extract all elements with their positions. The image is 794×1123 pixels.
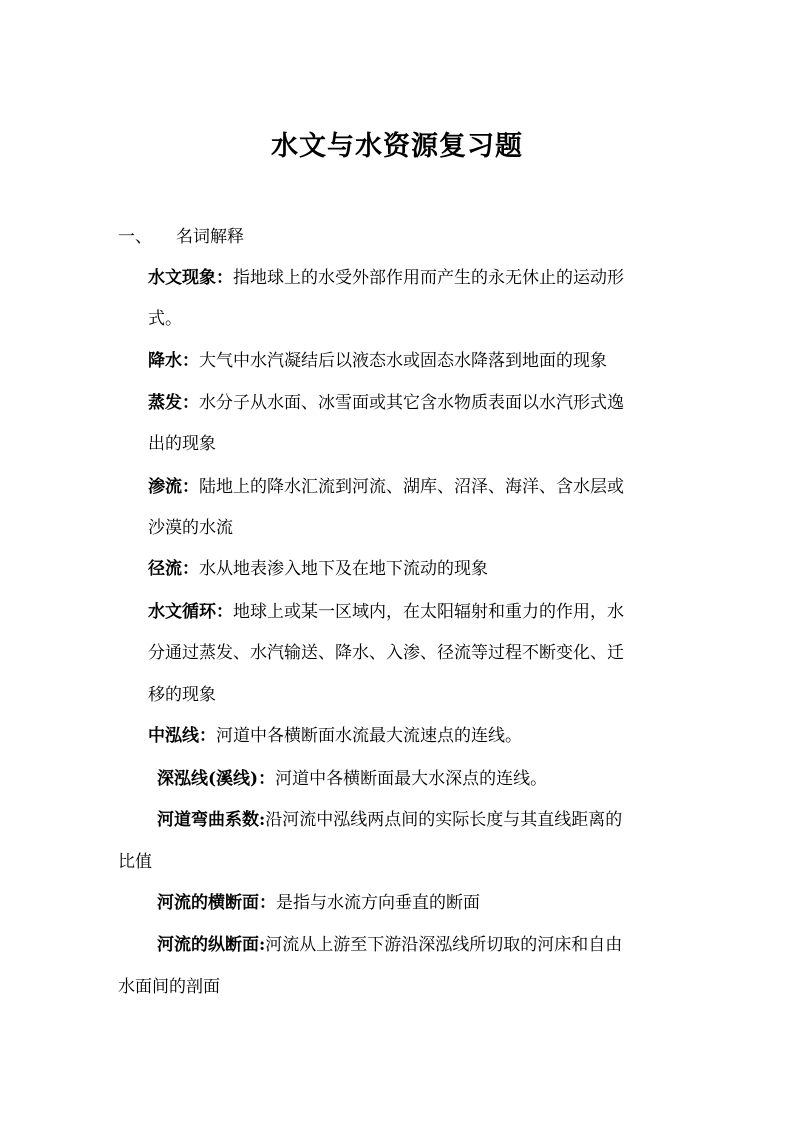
definition-continuation: 比值 [118,852,152,872]
definition-text: 河道中各横断面水流最大流速点的连线。 [216,726,522,746]
definition-separator: ： [182,393,199,413]
definition-separator: ： [182,477,199,497]
definition-jingliu [148,554,488,579]
definition-separator: ： [182,351,199,371]
definition-text: 陆地上的降水汇流到河流、湖库、沼泽、海洋、含水层或 [199,477,624,497]
definition-continuation: 水面间的剖面 [118,977,220,997]
definition-term: 河流的横断面 [157,893,259,913]
definition-text: 大气中水汽凝结后以液态水或固态水降落到地面的现象 [199,351,607,371]
definition-term: 深泓线(溪线) [157,769,259,789]
definition-jiangshui [148,346,607,371]
definition-shenliu [148,472,624,497]
section-heading [118,222,244,247]
definition-zhengfa [148,388,624,413]
definition-wanqu-xishu [157,805,622,830]
definition-shenhongxian [157,764,547,789]
definition-continuation: 出的现象 [148,434,216,454]
definition-text: 水分子从水面、冰雪面或其它含水物质表面以水汽形式逸 [199,393,624,413]
definition-continuation: 沙漠的水流 [148,518,233,538]
page-title: 水文与水资源复习题 [271,131,523,162]
definition-term: 水文现象 [148,268,216,288]
definition-continuation: 式。 [148,309,182,329]
definition-zong-duanmian [157,930,622,955]
definition-separator: ： [199,726,216,746]
definition-text: 河道中各横断面最大水深点的连线。 [275,769,548,789]
definition-term: 降水 [148,351,182,371]
definition-separator: ： [216,602,233,622]
definition-text: 沿河流中泓线两点间的实际长度与其直线距离的 [265,810,623,830]
definition-separator: : [259,810,266,830]
section-number: 一、 [118,227,152,247]
definition-shuiwen-xianxiang [148,263,624,288]
section-title: 名词解释 [176,227,244,247]
definition-separator: ： [258,769,276,789]
definition-term: 河流的纵断面 [157,935,259,955]
definition-separator: : [259,935,266,955]
definition-continuation: 移的现象 [148,685,216,705]
definition-shuiwen-xunhuan [148,597,624,622]
definition-term: 蒸发 [148,393,182,413]
definition-term: 水文循环 [148,602,216,622]
definition-text: 地球上或某一区域内，在太阳辐射和重力的作用，水 [233,602,624,622]
definition-heng-duanmian [157,888,480,913]
definition-continuation: 分通过蒸发、水汽输送、降水、入渗、径流等过程不断变化、迁 [148,643,624,663]
definition-separator: ： [216,268,233,288]
definition-text: 是指与水流方向垂直的断面 [276,893,480,913]
definition-zhonghongxian [148,721,522,746]
definition-text: 指地球上的水受外部作用而产生的永无休止的运动形 [233,268,624,288]
definition-separator: ： [259,893,276,913]
definition-separator: ： [182,559,199,579]
definition-term: 河道弯曲系数 [157,810,259,830]
definition-term: 径流 [148,559,182,579]
definition-text: 河流从上游至下游沿深泓线所切取的河床和自由 [265,935,623,955]
definition-text: 水从地表渗入地下及在地下流动的现象 [199,559,488,579]
definition-term: 渗流 [148,477,182,497]
definition-term: 中泓线 [148,726,199,746]
